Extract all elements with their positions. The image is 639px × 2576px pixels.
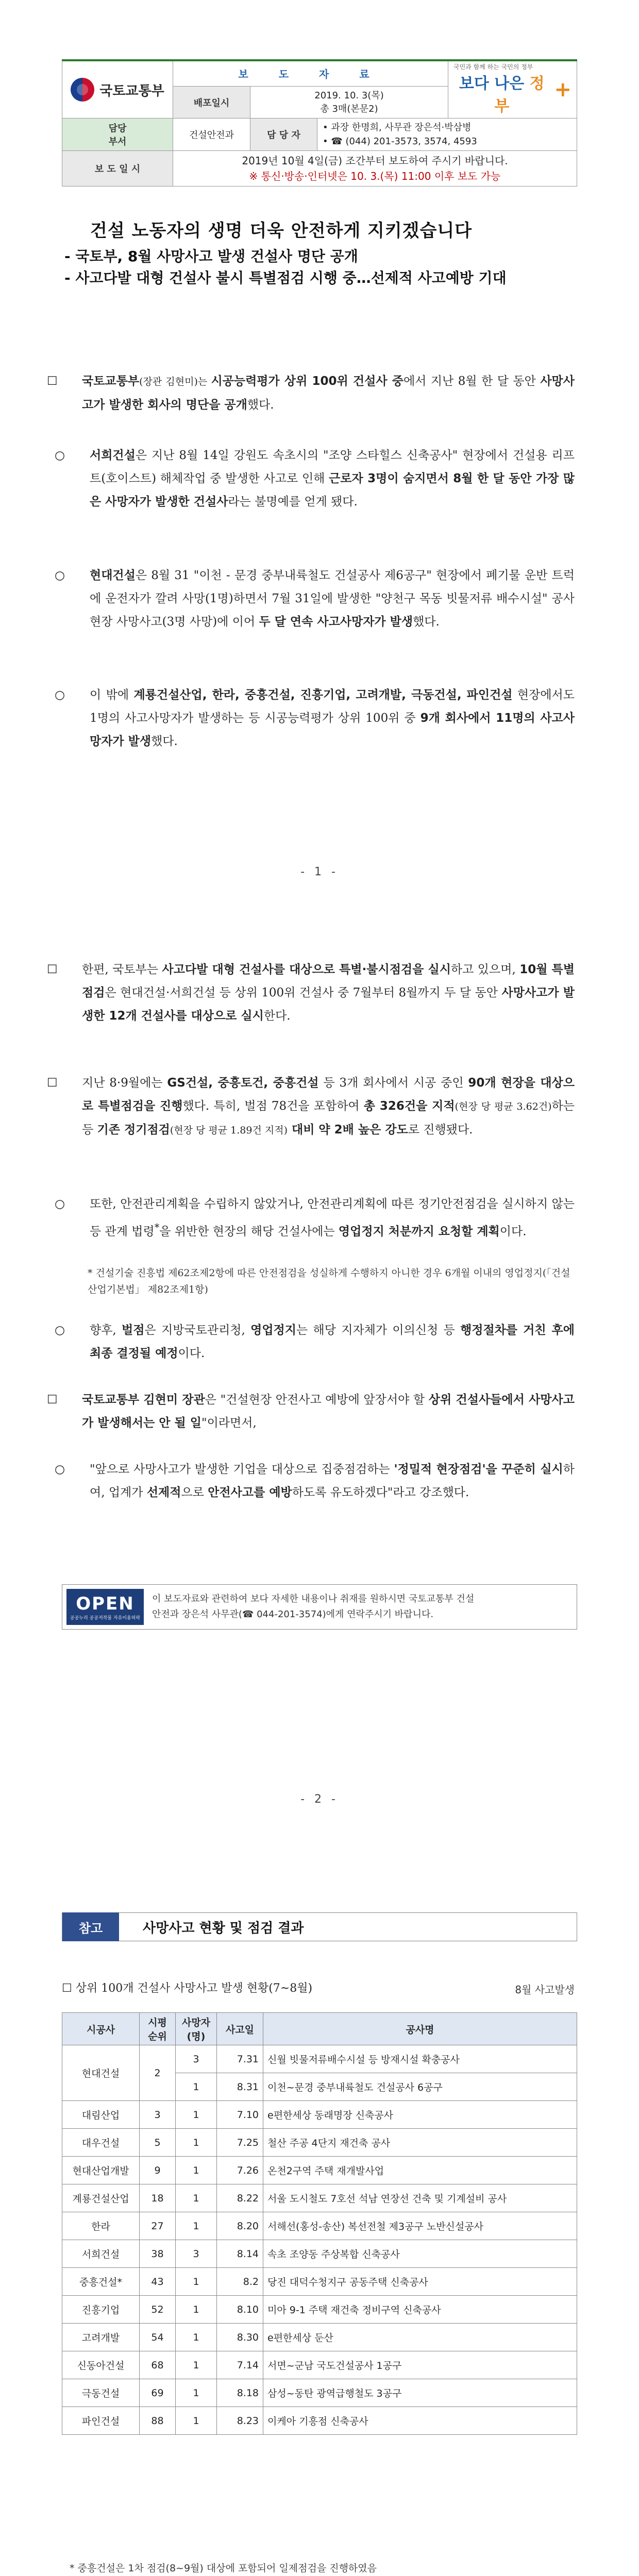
page-1 (0, 0, 639, 922)
table-cell: 3 (176, 2240, 217, 2268)
slogan-small-text: 국민과 함께 하는 국민의 정부 (453, 63, 533, 71)
table-cell: 54 (140, 2324, 176, 2351)
table-cell: 8.14 (217, 2240, 263, 2268)
table-row (62, 2157, 577, 2184)
table-cell: 7.10 (217, 2101, 263, 2129)
table-cell: 1 (176, 2212, 217, 2240)
table-header-cell: 사고일 (217, 2013, 263, 2045)
table-cell: 8.31 (217, 2073, 263, 2101)
table-cell: 이케아 기흥점 신축공사 (263, 2407, 577, 2435)
contact-label: 담 당 자 (250, 118, 317, 151)
table-cell: 1 (176, 2379, 217, 2407)
table-cell: 철산 주공 4단지 재건축 공사 (263, 2129, 577, 2157)
page-2 (0, 922, 639, 1829)
table-cell: 1 (176, 2351, 217, 2379)
contact-line-2: • ☎ (044) 201-3573, 3574, 4593 (323, 136, 477, 147)
embargo-line-1: 2019년 10월 4일(금) 조간부터 보도하여 주시기 바랍니다. (242, 155, 508, 167)
table-cell: 1 (176, 2073, 217, 2101)
press-header-table (62, 59, 577, 187)
table-row (62, 2240, 577, 2268)
table-cell: 8.23 (217, 2407, 263, 2435)
table-footnote: * 중흥건설은 1차 점검(8~9월) 대상에 포함되어 일제점검을 진행하였음 (70, 2563, 377, 2574)
table-row (62, 2351, 577, 2379)
table-cell: 온천2구역 주택 재개발사업 (263, 2157, 577, 2184)
table-cell: 7.31 (217, 2045, 263, 2073)
table-cell: 속초 조양동 주상복합 신축공사 (263, 2240, 577, 2268)
table-cell: 1 (176, 2157, 217, 2184)
slogan-text-1: 보다 나은 (459, 75, 530, 93)
paragraph-9: ☐ 국토교통부 김현미 장관은 "건설현장 안전사고 예방에 앞장서야 할 상위 건설사들에서 사망사고가 발생해서는 안 될 일"이라면서, (47, 1393, 575, 1430)
table-cell: e편한세상 둔산 (263, 2324, 577, 2351)
table-cell: 8.18 (217, 2379, 263, 2407)
press-release-title: 보 도 자 료 (173, 60, 448, 86)
ministry-logo (62, 60, 173, 118)
table-cell: 파인건설 (62, 2407, 140, 2435)
table-cell: 계룡건설산업 (62, 2184, 140, 2212)
table-cell: 당진 대덕수청지구 공동주택 신축공사 (263, 2268, 577, 2296)
table-cell: 9 (140, 2157, 176, 2184)
table-cell: 43 (140, 2268, 176, 2296)
table-cell: 38 (140, 2240, 176, 2268)
table-cell: 7.26 (217, 2157, 263, 2184)
table-cell: 1 (176, 2268, 217, 2296)
dist-info (250, 86, 448, 118)
paragraph-3: ○ 현대건설은 8월 31 "이천 - 문경 중부내륙철도 건설공사 제6공구" 현장에서 폐기물 운반 트럭에 운전자가 깔려 사망(1명)하면서 7월 31일에 발생한 "양천구 목동 빗물저류 배수시설" 공사현장 사망사고(3명 사망)에 이어 두 달 연속 사고사망자가 발생했다. (55, 569, 575, 629)
paragraph-5: ☐ 한편, 국토부는 사고다발 대형 건설사를 대상으로 특별·불시점검을 실시하고 있으며, 10월 특별점검은 현대건설·서희건설 등 상위 100위 건설사 중 7월부터 8월까지 두 달 동안 사망사고가 발생한 12개 건설사를 대상으로 실시한다. (47, 963, 575, 1023)
table-cell: 52 (140, 2296, 176, 2324)
dist-pages: 총 3매(본문2) (320, 103, 378, 114)
table-cell: 삼성~동탄 광역급행철도 3공구 (263, 2379, 577, 2407)
table-cell: 3 (140, 2101, 176, 2129)
table-cell: 2 (140, 2045, 176, 2101)
open-contact-text: 이 보도자료와 관련하여 보다 자세한 내용이나 취재를 원하시면 국토교통부 건설 안전과 장은석 사무관(☎ 044-201-3574)에게 연락주시기 바랍니다. (152, 1594, 475, 1620)
table-cell: 1 (176, 2407, 217, 2435)
open-logo-text: OPEN (76, 1593, 134, 1614)
reference-header (62, 1912, 577, 1941)
table-cell: 8.2 (217, 2268, 263, 2296)
paragraph-6: ☐ 지난 8·9월에는 GS건설, 중흥토건, 중흥건설 등 3개 회사에서 시공 중인 90개 현장을 대상으로 특별점검을 진행했다. 특히, 벌점 78건을 포함하여 총 326건을 지적(현장 당 평균 3.62건)하는 등 기존 정기점검(현장 당 평균 1.89건 지적) 대비 약 2배 높은 강도로 진행됐다. (47, 1076, 575, 1137)
plus-icon: + (554, 78, 571, 102)
table-cell: 서해선(홍성-송산) 복선전철 제3공구 노반신설공사 (263, 2212, 577, 2240)
contact-line-1: • 과장 한명희, 사무관 장은석·박삼병 (323, 122, 472, 133)
legal-note: * 건설기술 진흥법 제62조제2항에 따른 안전점검을 성실하게 수행하지 아니한 경우 6개월 이내의 영업정지(「건설산업기본법」 제82조제1항) (88, 1267, 570, 1295)
table-cell: 7.25 (217, 2129, 263, 2157)
table-cell: 미아 9-1 주택 재건축 정비구역 신축공사 (263, 2296, 577, 2324)
slogan-text-2: 정부 (494, 75, 545, 116)
table-row (62, 2407, 577, 2435)
paragraph-2: ○ 서희건설은 지난 8월 14일 강원도 속초시의 "조양 스타힐스 신축공사" 현장에서 건설용 리프트(호이스트) 해체작업 중 발생한 사고로 인해 근로자 3명이 숨지면서 8월 한 달 동안 가장 많은 사망자가 발생한 건설사라는 불명예를 얻게 됐다. (55, 449, 575, 509)
table-cell: 한라 (62, 2212, 140, 2240)
open-license-box (62, 1584, 577, 1630)
table-header-cell: 사망자 (명) (176, 2013, 217, 2045)
table-cell: 8.30 (217, 2324, 263, 2351)
table-cell: 진흥기업 (62, 2296, 140, 2324)
table-row (62, 2379, 577, 2407)
table-cell: 대림산업 (62, 2101, 140, 2129)
dist-label: 배포일시 (173, 86, 250, 118)
table-row (62, 2212, 577, 2240)
dept-label: 담당 부서 (62, 118, 173, 151)
table-cell: 68 (140, 2351, 176, 2379)
table-row (62, 2324, 577, 2351)
table-cell: 88 (140, 2407, 176, 2435)
reference-title: 사망사고 현황 및 점검 결과 (143, 1920, 304, 1936)
table-cell: 신월 빗물저류배수시설 등 방재시설 확충공사 (263, 2045, 577, 2073)
table-cell: 이천~문경 중부내륙철도 건설공사 6공구 (263, 2073, 577, 2101)
table-cell: 대우건설 (62, 2129, 140, 2157)
paragraph-7: ○ 또한, 안전관리계획을 수립하지 않았거나, 안전관리계획에 따른 정기안전점검을 실시하지 않는 등 관계 법령*을 위반한 현장의 해당 건설사에는 영업정지 처분까지 요청할 계획이다. (55, 1197, 575, 1239)
table-cell: 서면~군남 국도건설공사 1공구 (263, 2351, 577, 2379)
table-header-cell: 시공사 (62, 2013, 140, 2045)
section-1-note: 8월 사고발생 (515, 1984, 575, 1996)
embargo-line-2: ※ 통신·방송·인터넷은 10. 3.(목) 11:00 이후 보도 가능 (249, 170, 501, 183)
table-cell: 고려개발 (62, 2324, 140, 2351)
table-cell: 8.10 (217, 2296, 263, 2324)
section-1-title: ☐ 상위 100개 건설사 사망사고 발생 현황(7~8월) (62, 1982, 313, 1995)
ministry-name: 국토교통부 (99, 83, 164, 99)
table-row (62, 2101, 577, 2129)
table-row (62, 2184, 577, 2212)
table-header-cell: 공사명 (263, 2013, 577, 2045)
table-cell: 1 (176, 2129, 217, 2157)
reference-tag: 참고 (62, 1912, 119, 1941)
headline-sub-1: - 국토부, 8월 사망사고 발생 건설사 명단 공개 (64, 248, 358, 265)
page-number: - 2 - (300, 1793, 339, 1806)
headline-main: 건설 노동자의 생명 더욱 안전하게 지키겠습니다 (90, 221, 473, 241)
table-cell: 27 (140, 2212, 176, 2240)
paragraph-1: ☐ 국토교통부(장관 김현미)는 시공능력평가 상위 100위 건설사 중에서 지난 8월 한 달 동안 사망사고가 발생한 회사의 명단을 공개했다. (47, 375, 575, 412)
table-cell: 3 (176, 2045, 217, 2073)
open-logo-icon (66, 1589, 144, 1625)
table-header-cell: 시평 순위 (140, 2013, 176, 2045)
paragraph-10: ○ "앞으로 사망사고가 발생한 기업을 대상으로 집중점검하는 '정밀적 현장점검'을 꾸준히 실시하여, 업계가 선제적으로 안전사고를 예방하도록 유도하겠다"라고 강조했다. (55, 1463, 575, 1499)
table-cell: 18 (140, 2184, 176, 2212)
table-cell: 현대산업개발 (62, 2157, 140, 2184)
paragraph-8: ○ 향후, 벌점은 지방국토관리청, 영업정지는 해당 지자체가 이의신청 등 행정절차를 거친 후에 최종 결정될 예정이다. (55, 1324, 575, 1360)
table-cell: 8.22 (217, 2184, 263, 2212)
table-cell: 서울 도시철도 7호선 석남 연장선 건축 및 기계설비 공사 (263, 2184, 577, 2212)
embargo-label: 보 도 일 시 (62, 151, 173, 187)
table-cell: 1 (176, 2324, 217, 2351)
contact-info (317, 118, 577, 151)
table-cell: 1 (176, 2101, 217, 2129)
dist-date: 2019. 10. 3(목) (314, 90, 384, 101)
dept-name: 건설안전과 (173, 118, 250, 151)
open-logo-caption: 공공누리 공공저작물 자유이용허락 (70, 1615, 141, 1621)
table-row (62, 2045, 577, 2073)
table-cell: 서희건설 (62, 2240, 140, 2268)
table-cell: 7.14 (217, 2351, 263, 2379)
embargo-info (173, 151, 577, 187)
table-cell: 극동건설 (62, 2379, 140, 2407)
page-3 (0, 1829, 639, 2576)
table-row (62, 2268, 577, 2296)
headline-sub-2: - 사고다발 대형 건설사 불시 특별점검 시행 중…선제적 사고예방 기대 (64, 269, 507, 286)
table-cell: 현대건설 (62, 2045, 140, 2101)
slogan-logo (448, 60, 577, 118)
table-row (62, 2296, 577, 2324)
table-cell: 1 (176, 2184, 217, 2212)
table-cell: e편한세상 동래명장 신축공사 (263, 2101, 577, 2129)
fatality-table (62, 2012, 577, 2435)
government-emblem-icon (71, 78, 94, 101)
table-row (62, 2129, 577, 2157)
table-cell: 5 (140, 2129, 176, 2157)
page-number: - 1 - (300, 866, 339, 878)
table-cell: 8.20 (217, 2212, 263, 2240)
table-cell: 1 (176, 2296, 217, 2324)
table-cell: 신동아건설 (62, 2351, 140, 2379)
table-cell: 69 (140, 2379, 176, 2407)
table-cell: 중흥건설* (62, 2268, 140, 2296)
paragraph-4: ○ 이 밖에 계룡건설산업, 한라, 중흥건설, 진흥기업, 고려개발, 극동건설, 파인건설 현장에서도 1명의 사고사망자가 발생하는 등 시공능력평가 상위 100위 중 9개 회사에서 11명의 사고사망자가 발생했다. (55, 688, 575, 748)
